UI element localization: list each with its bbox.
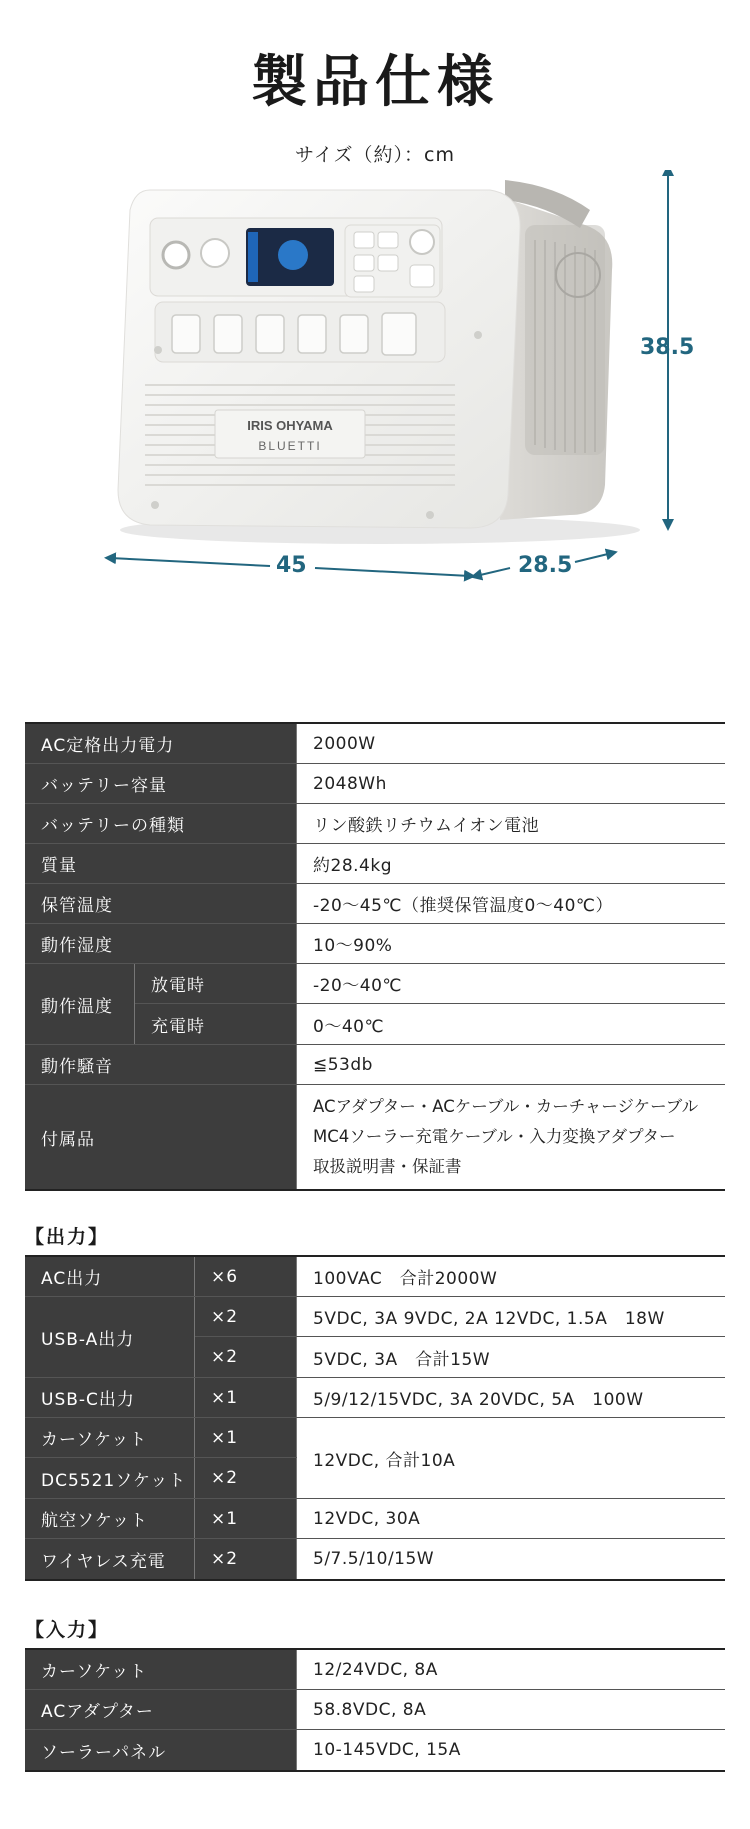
spec-value: リン酸鉄リチウムイオン電池: [297, 804, 725, 843]
table-row: [25, 804, 725, 844]
output-label: DC5521ソケット: [25, 1458, 195, 1498]
table-row: [25, 1297, 725, 1378]
spec-label: バッテリー容量: [25, 764, 297, 803]
spec-label: バッテリーの種類: [25, 804, 297, 843]
spec-value: 2048Wh: [297, 764, 725, 803]
product-image: [0, 170, 750, 700]
output-label: 航空ソケット: [25, 1499, 195, 1538]
spec-value: 0〜40℃: [297, 1004, 725, 1044]
spec-label: 付属品: [25, 1085, 297, 1189]
input-label: カーソケット: [25, 1650, 297, 1689]
output-qty: ×2: [195, 1297, 297, 1336]
table-row: [25, 1418, 725, 1499]
spec-label: 動作湿度: [25, 924, 297, 963]
table-row: [25, 1045, 725, 1085]
output-qty: ×2: [195, 1539, 297, 1579]
table-row: [25, 1499, 725, 1539]
width-dimension: 45: [276, 553, 307, 578]
table-row: [25, 1085, 725, 1189]
table-row: [25, 1257, 725, 1297]
input-heading: 【入力】: [25, 1619, 110, 1641]
table-row: [25, 1378, 725, 1418]
output-qty: ×2: [195, 1337, 297, 1377]
depth-arrow-right: [575, 553, 612, 562]
spec-value: 10〜90%: [297, 924, 725, 963]
spec-table: [25, 722, 725, 1191]
spec-value: 約28.4kg: [297, 844, 725, 883]
spec-label: AC定格出力電力: [25, 724, 297, 763]
width-arrow-left: [110, 558, 270, 566]
table-row: [25, 884, 725, 924]
output-value: 5/7.5/10/15W: [297, 1539, 725, 1579]
output-value: 12VDC, 30A: [297, 1499, 725, 1538]
table-row: [25, 1539, 725, 1579]
output-value: 5VDC, 3A 9VDC, 2A 12VDC, 1.5A 18W: [297, 1297, 725, 1336]
brand-text-2: BLUETTI: [258, 439, 322, 453]
accessory-line: MC4ソーラー充電ケーブル・入力変換アダプター: [313, 1127, 676, 1146]
power-station-illustration: [0, 170, 750, 700]
output-label: USB-A出力: [25, 1297, 195, 1377]
output-table: [25, 1255, 725, 1581]
accessory-line: 取扱説明書・保証書: [313, 1157, 462, 1176]
spec-label: 動作騒音: [25, 1045, 297, 1084]
width-arrow-right: [315, 568, 470, 576]
size-label: サイズ（約）：cm: [295, 144, 455, 166]
accessory-line: ACアダプター・ACケーブル・カーチャージケーブル: [313, 1097, 699, 1116]
spec-label: 保管温度: [25, 884, 297, 923]
page-title: 製品仕様: [251, 50, 499, 115]
spec-sublabel: 放電時: [135, 964, 297, 1003]
output-qty: ×1: [195, 1499, 297, 1538]
output-label: USB-C出力: [25, 1378, 195, 1417]
table-row: [25, 844, 725, 884]
input-value: 58.8VDC, 8A: [297, 1690, 725, 1729]
spec-sublabel: 充電時: [135, 1004, 297, 1044]
table-row: [25, 764, 725, 804]
spec-value: [297, 1085, 725, 1189]
table-row: [25, 1730, 725, 1770]
input-label: ソーラーパネル: [25, 1730, 297, 1770]
output-value: 5VDC, 3A 合計15W: [297, 1337, 725, 1377]
output-value: 100VAC 合計2000W: [297, 1257, 725, 1296]
output-label: ワイヤレス充電: [25, 1539, 195, 1579]
table-row: [25, 1690, 725, 1730]
brand-text-1: IRIS OHYAMA: [247, 418, 333, 433]
spec-value: 2000W: [297, 724, 725, 763]
depth-arrow-left: [476, 568, 510, 576]
input-value: 10-145VDC, 15A: [297, 1730, 725, 1770]
input-label: ACアダプター: [25, 1690, 297, 1729]
output-label: AC出力: [25, 1257, 195, 1296]
table-row: [25, 924, 725, 964]
spec-value: -20〜40℃: [297, 964, 725, 1003]
spec-label: 質量: [25, 844, 297, 883]
output-value: 5/9/12/15VDC, 3A 20VDC, 5A 100W: [297, 1378, 725, 1417]
table-row: [25, 1650, 725, 1690]
output-value: 12VDC, 合計10A: [297, 1418, 725, 1498]
input-value: 12/24VDC, 8A: [297, 1650, 725, 1689]
depth-dimension: 28.5: [518, 553, 573, 578]
output-qty: ×1: [195, 1418, 297, 1457]
output-qty: ×6: [195, 1257, 297, 1296]
output-heading: 【出力】: [25, 1226, 110, 1248]
height-dimension: 38.5: [640, 335, 695, 360]
output-qty: ×1: [195, 1378, 297, 1417]
output-qty: ×2: [195, 1458, 297, 1498]
table-row: [25, 964, 725, 1045]
spec-label: 動作温度: [25, 964, 135, 1044]
spec-value: -20〜45℃（推奨保管温度0〜40℃）: [297, 884, 725, 923]
output-label: カーソケット: [25, 1418, 195, 1457]
input-table: [25, 1648, 725, 1772]
spec-value: ≦53db: [297, 1045, 725, 1084]
table-row: [25, 724, 725, 764]
